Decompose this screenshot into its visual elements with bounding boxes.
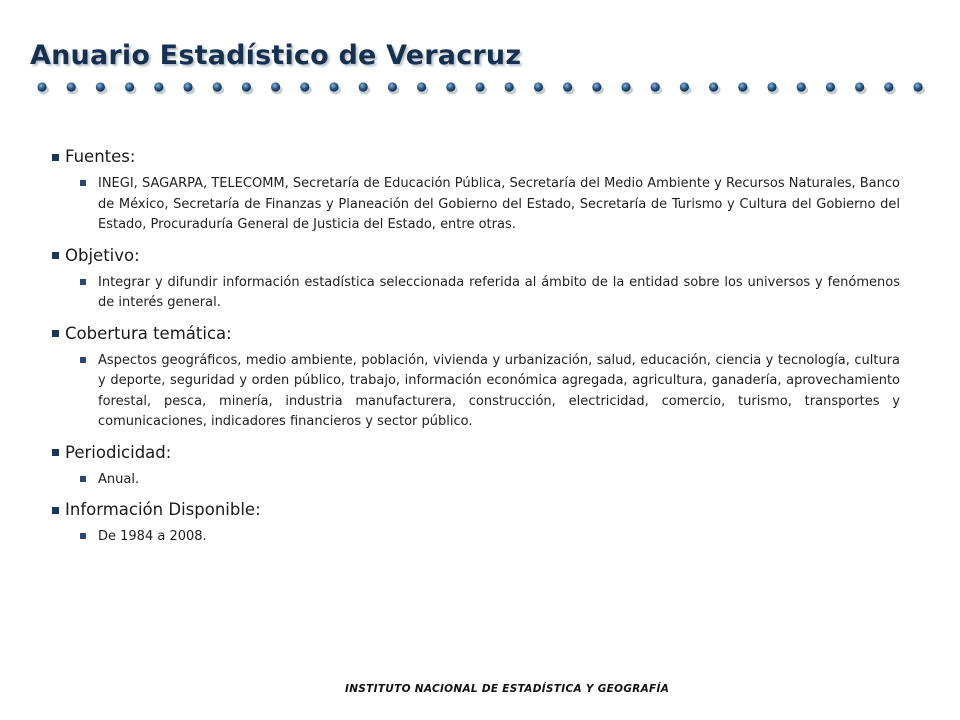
section-objetivo [52,245,900,314]
square-bullet-icon [80,533,86,539]
decorative-dot [417,82,426,91]
section-periodicidad [52,442,900,491]
decorative-dot [709,82,718,91]
decorative-dot [505,82,514,91]
square-bullet-icon [52,252,59,259]
footer-institution: INSTITUTO NACIONAL DE ESTADÍSTICA Y GEOGRAFÍA [345,683,670,695]
decorative-dot [884,82,893,91]
page-title: Anuario Estadístico de Veracruz [30,40,522,71]
decorative-dot [475,82,484,91]
square-bullet-icon [52,449,59,456]
decorative-dot-row [30,78,940,98]
decorative-dot [563,82,572,91]
square-bullet-icon [52,507,59,514]
square-bullet-icon [52,330,59,337]
section-heading: Cobertura temática: [65,323,232,343]
decorative-dot [446,82,455,91]
section-item-text: De 1984 a 2008. [98,529,207,544]
square-bullet-icon [52,154,59,161]
decorative-dot [154,82,163,91]
section-informacion [52,499,900,548]
section-item-text: INEGI, SAGARPA, TELECOMM, Secretaría de Educación Pública, Secretaría del Medio Ambiente y Recursos Naturales, Banco de México, Secretaría de Finanzas y Planeación del Gobierno del Estado, Secretaría de Turismo y Cultura del Gobierno del Estado, Procuraduría General de Justicia del Estado, entre otras. [98,176,900,232]
decorative-dot [621,82,630,91]
square-bullet-icon [80,476,86,482]
decorative-dot [359,82,368,91]
decorative-dot [767,82,776,91]
decorative-dot [242,82,251,91]
decorative-dot [329,82,338,91]
decorative-dot [183,82,192,91]
section-heading: Objetivo: [65,245,140,265]
section-cobertura [52,323,900,433]
section-heading: Periodicidad: [65,442,172,462]
decorative-dot [826,82,835,91]
section-item-text: Aspectos geográficos, medio ambiente, población, vivienda y urbanización, salud, educación, ciencia y tecnología, cultura y deporte, seguridad y orden público, trabajo, información económica agregada, agricultura, ganadería, aprovechamiento forestal, pesca, minería, industria manufacturera, construcción, electricidad, comercio, turismo, transportes y comunicaciones, indicadores financieros y sector público. [98,352,900,429]
decorative-dot [797,82,806,91]
section-heading: Información Disponible: [65,500,261,519]
decorative-dot [855,82,864,91]
decorative-dot [67,82,76,91]
section-fuentes [52,146,900,236]
decorative-dot [37,82,46,91]
decorative-dot [913,82,922,91]
section-item-text: Integrar y difundir información estadística seleccionada referida al ámbito de la entidad sobre los universos y fenómenos de interés general. [98,274,900,310]
decorative-dot [125,82,134,91]
square-bullet-icon [80,279,86,285]
decorative-dot [271,82,280,91]
decorative-dot [738,82,747,91]
decorative-dot [651,82,660,91]
decorative-dot [534,82,543,91]
section-heading: Fuentes: [65,147,136,166]
decorative-dot [592,82,601,91]
decorative-dot [680,82,689,91]
decorative-dot [388,82,397,91]
decorative-dot [213,82,222,91]
section-item-text: Anual. [98,471,140,487]
decorative-dot [300,82,309,91]
content-area [52,146,900,557]
square-bullet-icon [80,180,86,186]
decorative-dot [96,82,105,91]
square-bullet-icon [80,357,86,363]
